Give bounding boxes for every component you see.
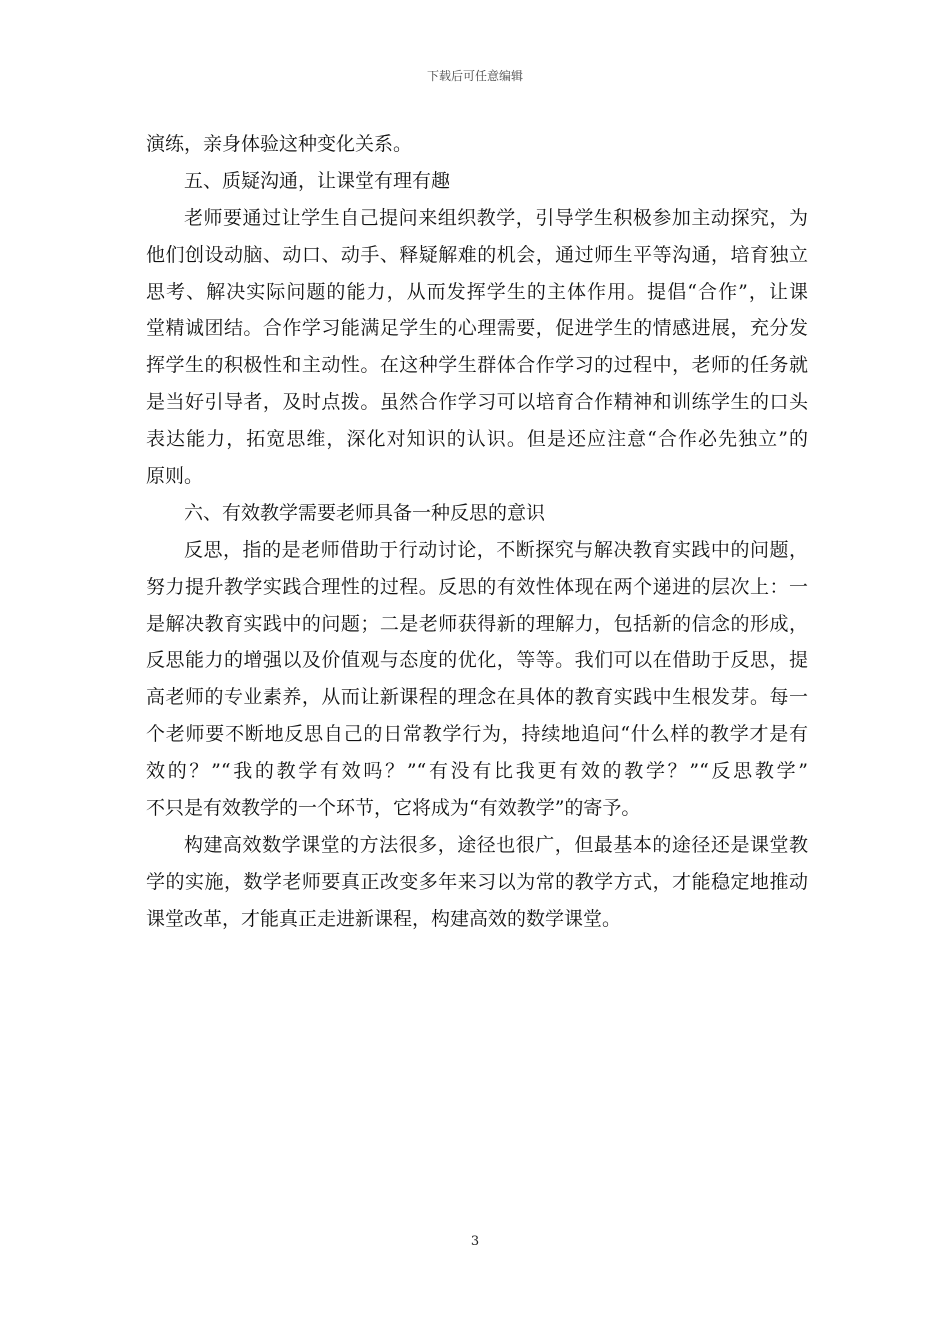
body-line: 原则。	[146, 465, 204, 488]
body-line: 反思能力的增强以及价值观与态度的优化，等等。我们可以在借助于反思，提	[146, 649, 808, 672]
body-line: 学的实施，数学老师要真正改变多年来习以为常的教学方式，才能稳定地推动	[146, 870, 808, 893]
body-line: 是解决教育实践中的问题；二是老师获得新的理解力，包括新的信念的形成，	[146, 612, 808, 635]
section-heading-6: 六、有效教学需要老师具备一种反思的意识	[184, 501, 546, 524]
body-line: 思考、解决实际问题的能力，从而发挥学生的主体作用。提倡“合作”，让课	[146, 280, 808, 303]
document-body	[146, 126, 808, 938]
body-line: 个老师要不断地反思自己的日常教学行为，持续地追问“什么样的教学才是有	[146, 723, 808, 746]
body-line: 堂精诚团结。合作学习能满足学生的心理需要，促进学生的情感进展，充分发	[146, 317, 808, 340]
body-line: 演练，亲身体验这种变化关系。	[146, 133, 413, 155]
body-line: 课堂改革，才能真正走进新课程，构建高效的数学课堂。	[146, 907, 622, 930]
page-number: 3	[470, 1234, 480, 1249]
body-line: 他们创设动脑、动口、动手、释疑解难的机会，通过师生平等沟通，培育独立	[146, 243, 808, 266]
body-line: 反思，指的是老师借助于行动讨论，不断探究与解决教育实践中的问题，	[184, 538, 808, 561]
page-header: 下载后可任意编辑	[426, 69, 523, 83]
body-line: 构建高效数学课堂的方法很多，途径也很广，但最基本的途径还是课堂教	[184, 833, 808, 856]
body-line: 是当好引导者，及时点拨。虽然合作学习可以培育合作精神和训练学生的口头	[146, 391, 808, 414]
body-line: 挥学生的积极性和主动性。在这种学生群体合作学习的过程中，老师的任务就	[146, 354, 808, 377]
body-line: 高老师的专业素养，从而让新课程的理念在具体的教育实践中生根发芽。每一	[146, 686, 808, 709]
body-line: 不只是有效教学的一个环节，它将成为“有效教学”的寄予。	[146, 797, 641, 820]
body-line: 老师要通过让学生自己提问来组织教学，引导学生积极参加主动探究，为	[184, 206, 808, 229]
body-line: 表达能力，拓宽思维，深化对知识的认识。但是还应注意“合作必先独立”的	[146, 428, 808, 451]
section-heading-5: 五、质疑沟通，让课堂有理有趣	[184, 169, 451, 192]
body-line: 努力提升教学实践合理性的过程。反思的有效性体现在两个递进的层次上：一	[146, 575, 808, 598]
body-line: 效的？”“我的教学有效吗？”“有没有比我更有效的教学？”“反思教学”	[146, 760, 808, 783]
